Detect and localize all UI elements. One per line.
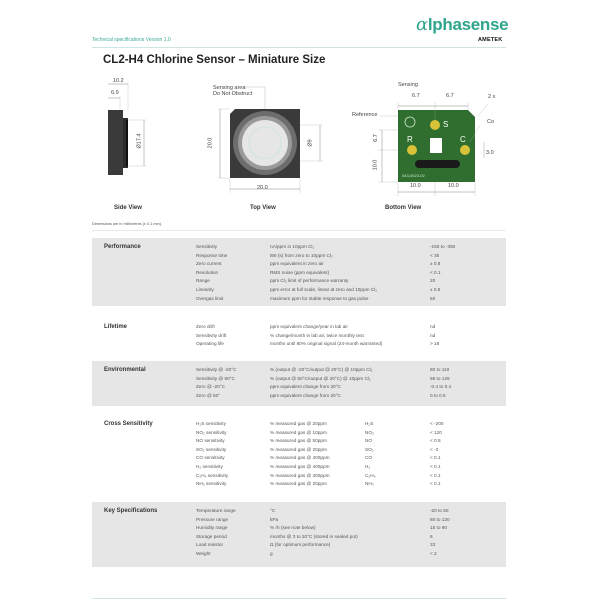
table-row: Humidity range % rh (see note below) 15 to 90 [196, 525, 447, 531]
alphasense-logo [416, 14, 508, 35]
table-row: Sensitivity nA/ppm in 10ppm Cl₂ -150 to -350 [196, 244, 456, 249]
dimension-note: Dimensions are in millimetres (± 0.1 mm). [92, 222, 163, 226]
table-row: Sensitivity @ 50°C % (output @ 50°C/output @ 20°C) @ 10ppm Cl₂ 95 to 125 [196, 375, 450, 381]
table-row: NH₃ sensitivity % measured gas @ 20ppm NH₃ < 0.1 [196, 481, 441, 487]
top-dim-width: 20.0 [257, 185, 268, 191]
table-row: Range ppm Cl₂ limit of performance warranty 20 [196, 278, 436, 284]
table-row: Zero drift ppm equivalent change/year in lab air nd [196, 324, 436, 329]
section-performance [92, 238, 506, 306]
table-row: Zero @ -20°C ppm equivalent change from 20°C -0.4 to 0.4 [196, 384, 452, 390]
footer-divider [92, 598, 506, 599]
section-title: Cross Sensitivity [104, 421, 153, 427]
bottom-dim-left: 10.0 [410, 183, 421, 189]
bottom-reference-label: Reference [352, 112, 378, 118]
section-title: Key Specifications [104, 508, 158, 514]
table-row: Operating life months until 80% original signal (24-month warranted) > 18 [196, 341, 440, 347]
section-key-specifications [92, 502, 506, 567]
bottom-view-drawing [350, 80, 510, 205]
section-environmental [92, 361, 506, 406]
top-view-label: Top View [250, 205, 276, 211]
bottom-view-label: Bottom View [385, 205, 422, 211]
bottom-dim-pin-left: 6.7 [412, 93, 420, 99]
table-row: Sensitivity @ -20°C % (output @ -20°C/output @ 20°C) @ 10ppm Cl₂ 80 to 110 [196, 367, 450, 372]
side-view-label: Side View [114, 205, 142, 211]
table-row: Response time t90 (s) from zero to 10ppm Cl₂ < 35 [196, 252, 440, 258]
note-divider [92, 230, 506, 231]
logo-alpha-glyph: α [416, 14, 428, 35]
table-row: Weight g < 2 [196, 551, 437, 556]
ametek-logo: AMETEK [478, 37, 503, 43]
table-row: NO sensitivity % measured gas @ 50ppm NO < 0.5 [196, 438, 441, 444]
bottom-view-diagram [350, 80, 510, 205]
pin-s-label: S [443, 120, 449, 129]
table-row: Zero current ppm equivalent in zero air ± 0.8 [196, 261, 441, 267]
side-dim-total: 10.2 [113, 78, 124, 84]
section-title: Environmental [104, 367, 146, 373]
side-dim-body: 6.9 [111, 90, 119, 96]
top-dim-height: 20.0 [207, 137, 214, 149]
top-dim-inner: Ø9 [307, 139, 314, 147]
sensing-area-note-2: Do Not Obstruct [213, 91, 253, 97]
bottom-sensing-label: Sensing [398, 82, 418, 88]
table-row: Linearity ppm error at full scale, linear at zero and 10ppm Cl₂ ± 0.5 [196, 287, 441, 292]
bottom-dim-pin-dia: 3.0 [486, 150, 494, 156]
board-code: 043-0023-02 [402, 173, 425, 178]
bottom-dim-right: 10.0 [448, 183, 459, 189]
table-row: Zero @ 50° ppm equivalent change from 20°C 0 to 0.5 [196, 392, 446, 398]
table-row: SO₂ sensitivity % measured gas @ 20ppm SO₂ < -3 [196, 446, 439, 452]
sensing-area-note-1: Sensing area [213, 85, 246, 91]
logo-text: lphasense [427, 15, 509, 34]
table-row: NO₂ sensitivity % measured gas @ 10ppm NO₂ < 120 [196, 429, 442, 435]
table-row: Pressure range kPa 80 to 120 [196, 516, 450, 522]
section-cross-sensitivity [92, 415, 506, 493]
table-row: CO sensitivity % measured gas @ 400ppm CO < 0.1 [196, 455, 441, 461]
bottom-dim-vert-top: 6.7 [372, 134, 379, 142]
side-dim-diameter: Ø17.4 [136, 133, 143, 149]
bottom-dim-vert-bottom: 10.0 [372, 159, 379, 171]
table-row: Temperature range °C -20 to 50 [196, 508, 449, 513]
table-row: Load resistor Ω (for optimum performance) 33 [196, 542, 436, 548]
pin-c-label: C [460, 135, 466, 144]
top-view-diagram [205, 85, 325, 205]
section-title: Performance [104, 244, 141, 250]
bottom-dim-pin-right: 6.7 [446, 93, 454, 99]
table-row: Sensitivity drift % change/month in lab air, twice monthly test nd [196, 332, 436, 338]
version-label: Technical specifications Version 1.0 [92, 37, 171, 43]
side-view-diagram [100, 78, 180, 218]
section-lifetime [92, 318, 506, 356]
table-row: Resolution RMS noise (ppm equivalent) < 0.1 [196, 269, 441, 275]
table-row: C₂H₄ sensitivity % measured gas @ 400ppm C₂H₄ < 0.1 [196, 472, 441, 478]
bottom-counter-label: Co [487, 119, 495, 125]
bottom-chamfer-label: 2 x [488, 94, 496, 100]
section-title: Lifetime [104, 324, 128, 330]
pin-r-label: R [407, 135, 413, 144]
table-row: H₂S sensitivity % measured gas @ 20ppm H₂S < -200 [196, 421, 444, 426]
table-row: Overgas limit maximum ppm for stable response to gas pulse 60 [196, 295, 436, 301]
table-row: H₂ sensitivity % measured gas @ 400ppm H₂ < 0.1 [196, 464, 441, 469]
header-divider [92, 47, 506, 48]
table-row: Storage period months @ 3 to 20°C (stored in sealed pot) 6 [196, 533, 433, 539]
page-title: CL2-H4 Chlorine Sensor – Miniature Size [103, 54, 326, 66]
